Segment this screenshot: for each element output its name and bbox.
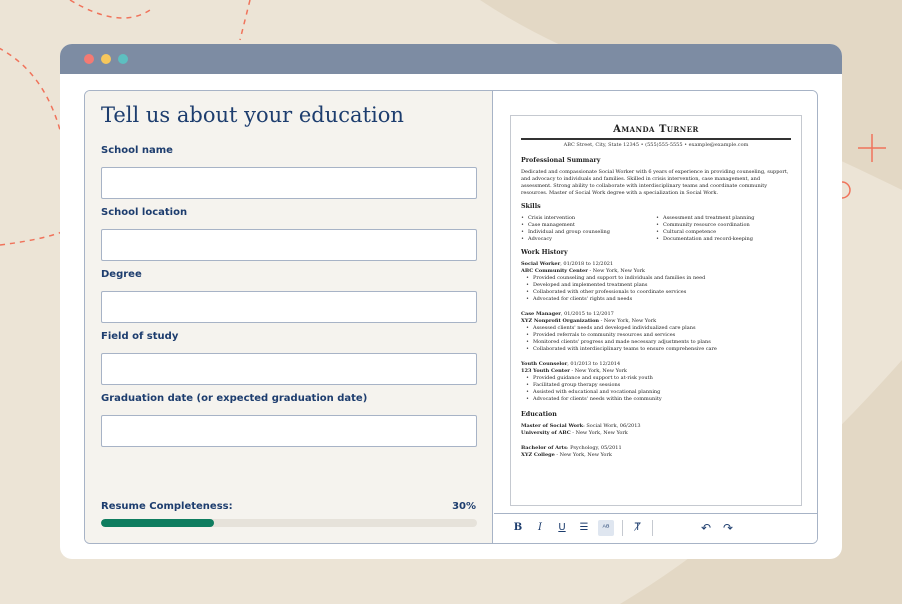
edu-school: XYZ College [521,452,555,458]
job-title: Youth Counselor [521,361,568,367]
job-bullet: • Collaborated with interdisciplinary teams to ensure comprehensive care [526,346,791,353]
edu-degree: Master of Social Work [521,423,584,429]
progress-label: Resume Completeness: [101,501,233,512]
job-bullet: • Advocated for clients' rights and needs [526,296,791,303]
skill-item: • Assessment and treatment planning [656,215,791,222]
edu-school: University of ABC [521,430,571,436]
graduation-date-input[interactable] [101,415,477,447]
job-bullet: • Assessed clients' needs and developed individualized care plans [526,325,791,332]
job-dates: , 01/2015 to 12/2017 [560,311,614,317]
skill-item: • Community resource coordination [656,222,791,229]
job-title: Social Worker [521,261,561,267]
job-bullet: • Assisted with educational and vocational planning [526,389,791,396]
underline-button[interactable]: U [558,522,566,533]
job-bullet: • Collaborated with other professionals to coordinate services [526,289,791,296]
clear-format-icon[interactable]: Ꭲ̸ [634,522,642,533]
resume-contact: ABC Street, City, State 12345 • (555)555-5555 • example@example.com [563,142,749,148]
skill-item: • Documentation and record-keeping [656,236,791,243]
skill-item: • Case management [521,222,656,229]
edu-detail: : Social Work, 06/2013 [583,423,641,429]
edu-location: - New York, New York [554,452,612,458]
skills-list [521,215,791,243]
job-org: ABC Community Center [521,268,588,274]
job-bullet: • Provided guidance and support to at-risk youth [526,375,791,382]
school-location-label: School location [101,207,188,218]
job-location: - New York, New York [587,268,645,274]
edu-degree: Bachelor of Arts [521,445,567,451]
resume-preview[interactable] [510,115,802,506]
progress-bar [101,519,477,527]
school-name-input[interactable] [101,167,477,199]
close-window-dot[interactable] [84,54,94,64]
progress-percent: 30% [452,501,476,512]
bullet-list-icon[interactable]: ☰ [579,522,589,533]
job-location: - New York, New York [569,368,627,374]
bold-button[interactable]: B [513,522,523,533]
job-entry [521,361,791,403]
school-name-label: School name [101,145,173,156]
job-location: - New York, New York [599,318,657,324]
spellcheck-icon[interactable]: ᴬᴮ [598,520,614,536]
redo-icon[interactable]: ↷ [722,521,734,535]
resume-preview-pane [494,91,817,543]
job-org: 123 Youth Center [521,368,570,374]
skill-item: • Advocacy [521,236,656,243]
job-bullet: • Provided counseling and support to individuals and families in need [526,275,791,282]
skill-item: • Crisis intervention [521,215,656,222]
job-org: XYZ Nonprofit Organization [521,318,600,324]
summary-heading: Professional Summary [521,157,601,164]
education-entry [521,445,791,459]
job-bullet: • Facilitated group therapy sessions [526,382,791,389]
graduation-date-label: Graduation date (or expected graduation date) [101,393,368,404]
field-of-study-label: Field of study [101,331,179,342]
education-heading: Education [521,411,557,418]
edu-location: - New York, New York [570,430,628,436]
window-titlebar [60,44,842,74]
degree-label: Degree [101,269,142,280]
progress-fill [101,519,214,527]
job-bullet: • Developed and implemented treatment plans [526,282,791,289]
toolbar-divider [652,520,653,536]
education-form [85,91,493,543]
maximize-window-dot[interactable] [118,54,128,64]
degree-input[interactable] [101,291,477,323]
format-toolbar [494,513,817,543]
job-entry [521,311,791,353]
work-history-heading: Work History [521,249,568,256]
toolbar-divider [622,520,623,536]
resume-name: Amanda Turner [613,124,699,135]
job-bullet: • Monitored clients' progress and made necessary adjustments to plans [526,339,791,346]
builder-panel [84,90,818,544]
job-entry [521,261,791,303]
education-entry [521,423,791,437]
job-bullet: • Advocated for clients' needs within the community [526,396,791,403]
edu-detail: : Psychology, 05/2011 [566,445,622,451]
job-dates: , 01/2013 to 12/2014 [567,361,621,367]
form-title: Tell us about your education [101,103,404,127]
job-title: Case Manager [521,311,561,317]
job-dates: , 01/2018 to 12/2021 [560,261,614,267]
app-window [60,44,842,559]
job-bullet: • Provided referrals to community resources and services [526,332,791,339]
skill-item: • Individual and group counseling [521,229,656,236]
italic-button[interactable]: I [538,522,542,533]
undo-icon[interactable]: ↶ [700,521,712,535]
skill-item: • Cultural competence [656,229,791,236]
resume-divider [521,138,791,140]
skills-heading: Skills [521,203,541,210]
school-location-input[interactable] [101,229,477,261]
summary-text: Dedicated and compassionate Social Worker with 6 years of experience in providing counseling, support, and advocacy to individuals and families. Skilled in crisis intervention, case management, and assessment. Strong ability to collaborate with interdisciplinary teams and coordinate community resources. Master of Social Work degree with a specialization in Social Work. [521,169,789,196]
field-of-study-input[interactable] [101,353,477,385]
minimize-window-dot[interactable] [101,54,111,64]
